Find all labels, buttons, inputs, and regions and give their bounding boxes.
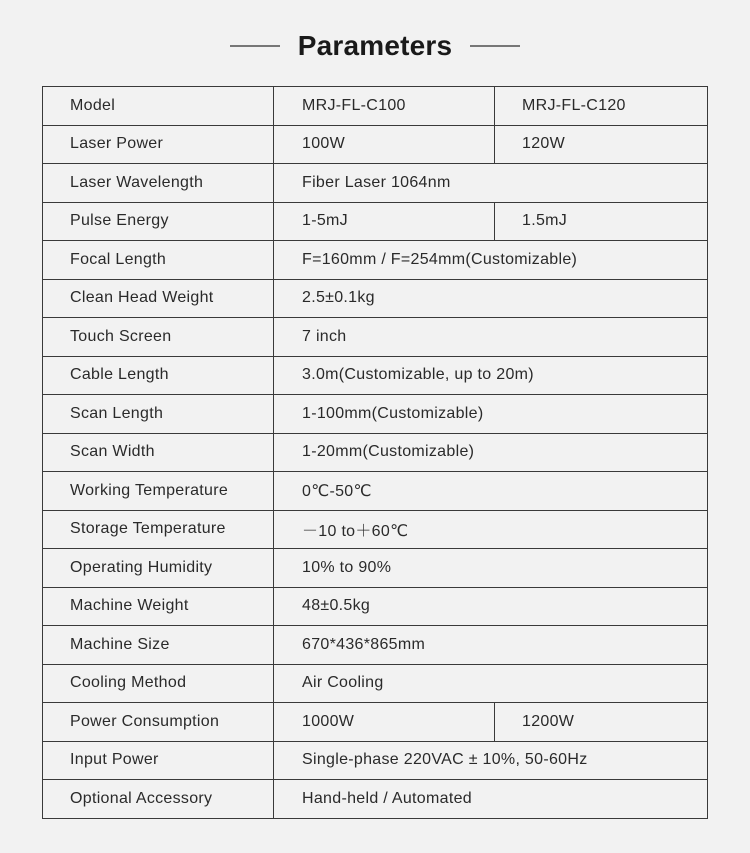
parameters-table — [42, 86, 708, 819]
parameter-label: Scan Length — [43, 395, 274, 434]
table-row — [43, 125, 708, 164]
table-row — [43, 279, 708, 318]
parameter-value: 0℃-50℃ — [274, 472, 708, 511]
table-row — [43, 356, 708, 395]
parameter-label: Touch Screen — [43, 318, 274, 357]
parameter-label: Model — [43, 87, 274, 126]
parameter-label: Cooling Method — [43, 664, 274, 703]
parameter-value: 48±0.5kg — [274, 587, 708, 626]
parameter-value: F=160mm / F=254mm(Customizable) — [274, 241, 708, 280]
parameter-value: 3.0m(Customizable, up to 20m) — [274, 356, 708, 395]
title-divider-left — [230, 45, 280, 47]
parameter-value: 1.5mJ — [495, 202, 708, 241]
parameter-value: Fiber Laser 1064nm — [274, 164, 708, 203]
parameter-label: Optional Accessory — [43, 780, 274, 819]
parameter-label: Clean Head Weight — [43, 279, 274, 318]
parameter-value: Single-phase 220VAC ± 10%, 50-60Hz — [274, 741, 708, 780]
parameter-label: Working Temperature — [43, 472, 274, 511]
parameter-value: Hand-held / Automated — [274, 780, 708, 819]
page-header — [0, 24, 750, 68]
parameter-label: Cable Length — [43, 356, 274, 395]
table-row — [43, 241, 708, 280]
parameter-label: Power Consumption — [43, 703, 274, 742]
parameter-value: 1-20mm(Customizable) — [274, 433, 708, 472]
parameter-value: －10 to＋60℃ — [274, 510, 708, 549]
parameter-value: 7 inch — [274, 318, 708, 357]
parameter-label: Focal Length — [43, 241, 274, 280]
table-row — [43, 587, 708, 626]
table-row — [43, 472, 708, 511]
parameter-label: Operating Humidity — [43, 549, 274, 588]
table-row — [43, 510, 708, 549]
table-row — [43, 549, 708, 588]
parameter-label: Machine Weight — [43, 587, 274, 626]
table-row — [43, 202, 708, 241]
parameter-value: 1000W — [274, 703, 495, 742]
parameter-value: 10% to 90% — [274, 549, 708, 588]
table-row — [43, 164, 708, 203]
parameter-value: 100W — [274, 125, 495, 164]
table-row — [43, 780, 708, 819]
parameter-value: 670*436*865mm — [274, 626, 708, 665]
parameter-value: MRJ-FL-C100 — [274, 87, 495, 126]
parameter-value: Air Cooling — [274, 664, 708, 703]
parameter-label: Laser Wavelength — [43, 164, 274, 203]
table-row — [43, 395, 708, 434]
table-row — [43, 703, 708, 742]
page-title: Parameters — [297, 30, 453, 61]
parameter-label: Machine Size — [43, 626, 274, 665]
parameter-value: MRJ-FL-C120 — [495, 87, 708, 126]
title-divider-right — [470, 45, 520, 47]
table-row — [43, 318, 708, 357]
parameters-table-body — [43, 87, 708, 819]
parameter-value: 1-5mJ — [274, 202, 495, 241]
parameter-label: Scan Width — [43, 433, 274, 472]
table-row — [43, 741, 708, 780]
parameter-label: Laser Power — [43, 125, 274, 164]
parameter-label: Input Power — [43, 741, 274, 780]
table-row — [43, 626, 708, 665]
parameter-value: 2.5±0.1kg — [274, 279, 708, 318]
table-row — [43, 664, 708, 703]
table-row — [43, 87, 708, 126]
parameter-value: 1200W — [495, 703, 708, 742]
parameter-label: Pulse Energy — [43, 202, 274, 241]
parameter-label: Storage Temperature — [43, 510, 274, 549]
parameter-value: 1-100mm(Customizable) — [274, 395, 708, 434]
parameter-value: 120W — [495, 125, 708, 164]
table-row — [43, 433, 708, 472]
